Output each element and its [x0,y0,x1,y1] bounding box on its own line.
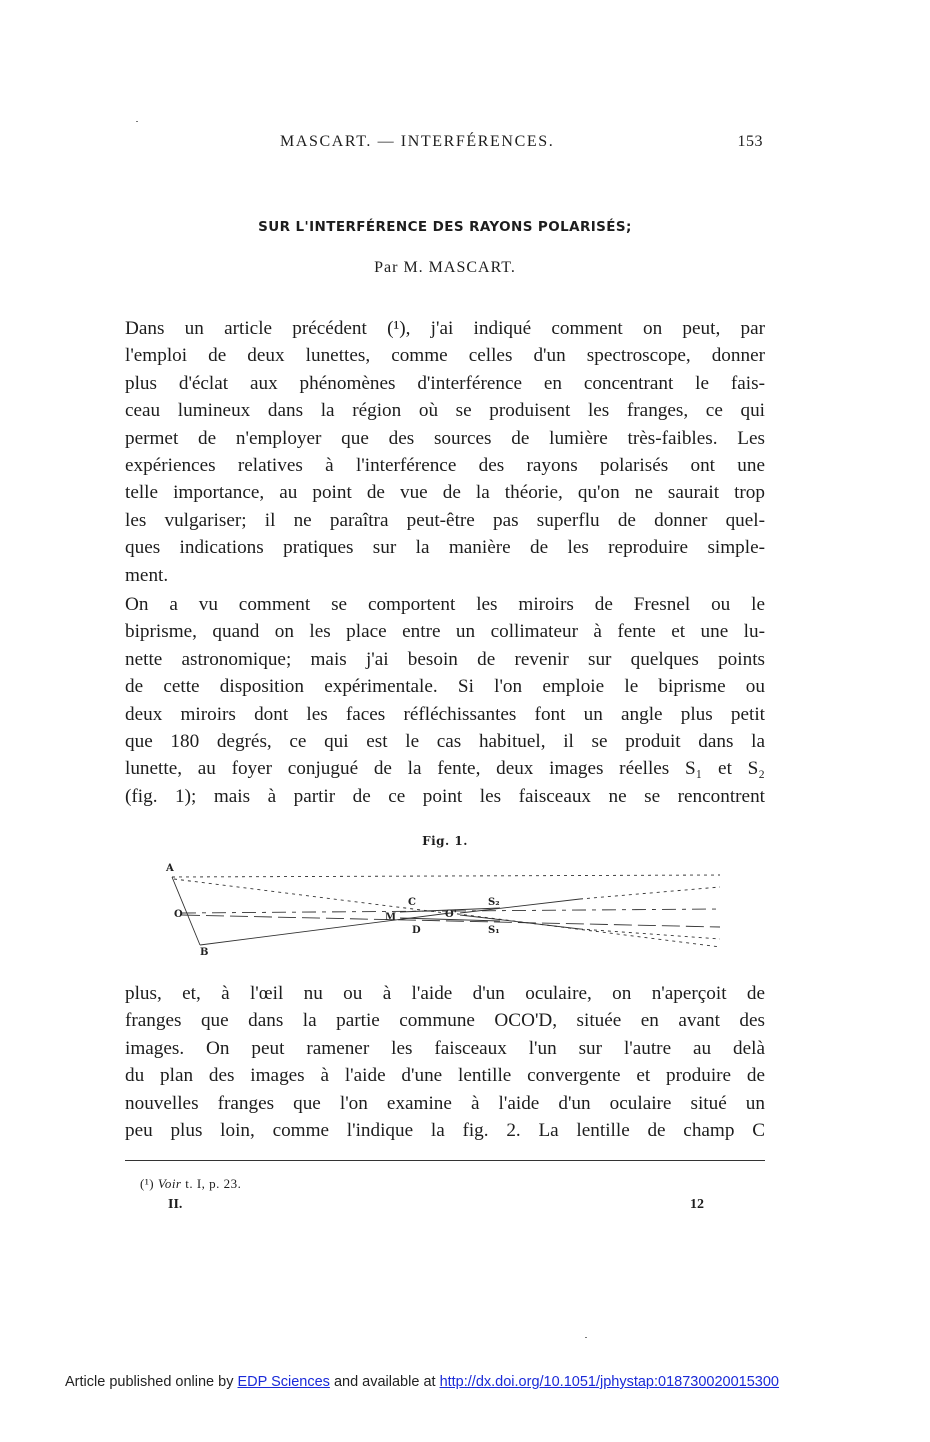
article-title: SUR L'INTERFÉRENCE DES RAYONS POLARISÉS; [258,219,632,235]
footnote-voir: Voir [157,1176,182,1191]
text-line: plus d'éclat aux phénomènes d'interférence en concentrant le fais- [125,372,765,394]
s2-ray-ext [580,887,720,899]
scan-speck [136,121,138,122]
scan-speck [585,1337,587,1338]
text-line: Dans un article précédent (¹), j'ai indiqué comment on peut, par [125,318,765,339]
text-line: expériences relatives à l'interférence des rayons polarisés ont une [125,455,765,477]
signature-mark: II. [168,1197,183,1212]
publisher-link[interactable]: EDP Sciences [237,1374,330,1390]
signature-number: 12 [690,1197,704,1212]
notice-middle: and available at [333,1374,436,1390]
s1-ray-ext [580,929,720,939]
text-line: de cette disposition expérimentale. Si l'on emploie le biprisme ou [125,676,765,698]
text-line: (fig. 1); mais à partir de ce point les faisceaux ne se rencontrent [125,785,765,807]
running-title: MASCART. — INTERFÉRENCES. [280,133,555,150]
running-header [125,133,765,157]
notice-prefix: Article published online by [65,1374,234,1390]
text-line: plus, et, à l'œil nu ou à l'aide d'un oculaire, on n'aperçoit de [125,983,765,1004]
label-s2: S₂ [488,897,500,908]
text-line: telle importance, au point de vue de la théorie, qu'on ne saurait trop [125,482,765,504]
footnote-rule [125,1160,765,1161]
text-line: du plan des images à l'aide d'une lentille convergente et produire de [125,1065,765,1087]
fringe-diagram [160,855,730,965]
text-line: que 180 degrés, ce qui est le cas habituel, il se produit dans la [125,731,765,753]
text-line: l'emploi de deux lunettes, comme celles d'un spectroscope, donner [125,345,765,367]
text-line: On a vu comment se comportent les miroirs de Fresnel ou le [125,594,765,615]
label-s1: S₁ [488,925,500,936]
paragraph-1 [125,315,765,589]
text-line: permet de n'employer que des sources de lumière très-faibles. Les [125,427,765,449]
label-c: C [408,897,416,908]
label-m: M [385,912,397,923]
label-b: B [200,947,209,958]
label-a: A [166,863,174,874]
article-author: Par M. MASCART. [374,259,516,276]
text-line: les vulgariser; il ne paraîtra peut-être pas superflu de donner quel- [125,509,765,531]
text-line: peu plus loin, comme l'indique la fig. 2. La lentille de champ C [125,1120,765,1142]
doi-link[interactable]: http://dx.doi.org/10.1051/jphystap:018730020015300 [439,1374,779,1390]
footnote [140,1176,241,1192]
text-line: images. On peut ramener les faisceaux l'un sur l'autre au delà [125,1037,765,1059]
text-line: nette astronomique; mais j'ai besoin de revenir sur quelques points [125,648,765,670]
label-o: O [174,909,183,920]
text-line: ment. [125,564,169,586]
text-line: biprisme, quand on les place entre un collimateur à fente et une lu- [125,621,765,643]
publication-notice [65,1374,779,1390]
text-line: deux miroirs dont les faces réfléchissantes font un angle plus petit [125,703,765,725]
text-line: franges que dans la partie commune OCO'D, située en avant des [125,1010,765,1032]
footnote-reference: t. I, p. 23. [185,1176,242,1191]
paragraph-2 [125,591,765,810]
paragraph-3 [125,980,765,1144]
text-line: lunette, au foyer conjugué de la fente, deux images réelles S₁ et S₂ [125,758,765,780]
page-number: 153 [737,133,763,150]
upper-ray-left [174,879,445,913]
text-line: ques indications pratiques sur la manière de les reproduire simple- [125,537,765,559]
footnote-marker: (¹) [140,1176,155,1191]
figure-caption: Fig. 1. [422,834,468,848]
label-d: D [412,925,421,936]
text-line: nouvelles franges que l'on examine à l'aide d'un oculaire situé un [125,1092,765,1114]
label-o-prime: O' [445,909,457,920]
upper-ray-right [172,875,720,877]
text-line: ceau lumineux dans la région où se produisent les franges, ce qui [125,400,765,422]
